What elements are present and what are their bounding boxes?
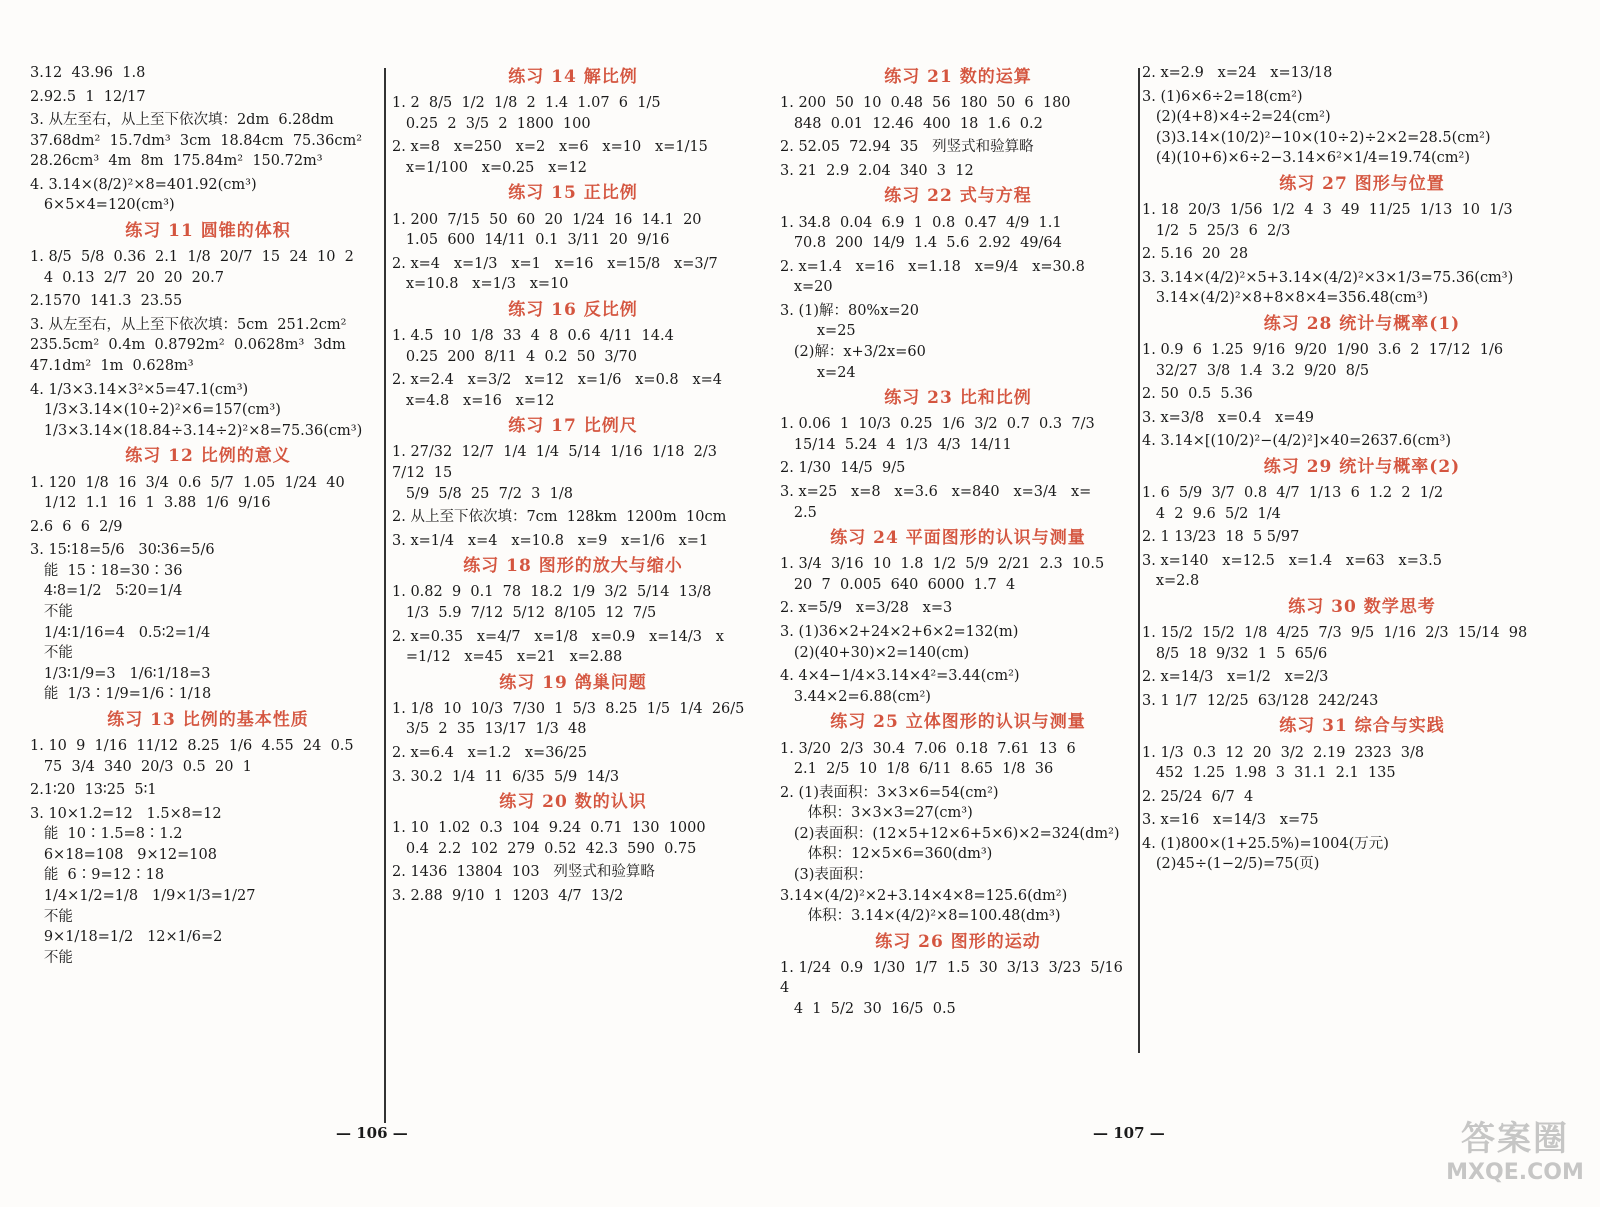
answer-item: 2. x=4 x=1/3 x=1 x=16 x=15/8 x=3/7 x=10.8 x=1/3 x=10 (392, 255, 718, 293)
answer-item: 2. x=2.4 x=3/2 x=12 x=1/6 x=0.8 x=4 x=4.8 x=16 x=12 (392, 372, 723, 409)
answer-item: 2. 52.05 72.94 35 列竖式和验算略 (780, 139, 1034, 156)
exercise-heading: 练习 17 比例尺 (508, 416, 638, 437)
answer-item: 3. x=25 x=8 x=3.6 x=840 x=3/4 x= 2.5 (780, 484, 1092, 521)
page-number-right: — 107 — (1093, 1124, 1165, 1142)
answer-item: 3. 从左至右，从上至下依次填：2dm 6.28dm 37.68dm² 15.7dm³ 3cm 18.84cm 75.36cm² 28.26cm³ 4m 8m 175.84m² 150.72m³ (30, 112, 372, 170)
answer-item: 1. 4.5 10 1/8 33 4 8 0.6 4/11 14.4 0.25 200 8/11 4 0.2 50 3/70 (392, 328, 674, 365)
answer-item: 3. (1)6×6÷2=18(cm²) (2)(4+8)×4÷2=24(cm²) (3)3.14×(10/2)²−10×(10÷2)÷2×2=28.5(cm²) (4)(10+6)×6÷2−3.14×6²×1/4=19.74(cm²) (1142, 88, 1491, 167)
answer-item: 3. 21 2.9 2.04 340 3 12 (780, 162, 974, 179)
exercise-heading: 练习 19 鸽巢问题 (499, 672, 647, 693)
answer-item: 1. 3/4 3/16 10 1.8 1/2 5/9 2/21 2.3 10.5 20 7 0.005 640 6000 1.7 4 (780, 556, 1105, 593)
exercise-heading: 练习 23 比和比例 (884, 388, 1032, 409)
exercise-heading: 练习 22 式与方程 (884, 186, 1032, 207)
answer-item: 1. 8/5 5/8 0.36 2.1 1/8 20/7 15 24 10 2 4 0.13 2/7 20 20 20.7 (30, 249, 354, 286)
answer-item: 4. 4×4−1/4×3.14×4²=3.44(cm²) 3.44×2=6.88(cm²) (780, 668, 1020, 705)
answer-item: 1. 1/24 0.9 1/30 1/7 1.5 30 3/13 3/23 5/16 4 4 1 5/2 30 16/5 0.5 (780, 959, 1123, 1017)
answer-item: 1. 10 9 1/16 11/12 8.25 1/6 4.55 24 0.5 75 3/4 340 20/3 0.5 20 1 (30, 737, 354, 775)
exercise-heading: 练习 14 解比例 (508, 67, 638, 87)
answer-item: 2. x=6.4 x=1.2 x=36/25 (392, 745, 587, 762)
answer-item: 3. 3.14×(4/2)²×5+3.14×(4/2)²×3×1/3=75.36(cm³) 3.14×(4/2)²×8+8×8×4=356.48(cm³) (1142, 269, 1514, 307)
answer-item: 2. 1/30 14/5 9/5 (780, 460, 906, 477)
exercise-heading: 练习 24 平面图形的认识与测量 (830, 528, 1086, 549)
answer-item: 1. 200 7/15 50 60 20 1/24 16 14.1 20 1.05 600 14/11 0.1 3/11 20 9/16 (392, 211, 702, 249)
answer-item: 1. 1/3 0.3 12 20 3/2 2.19 2323 3/8 452 1.25 1.98 3 31.1 2.1 135 (1142, 744, 1425, 782)
exercise-heading: 练习 26 图形的运动 (875, 931, 1041, 952)
exercise-heading: 练习 27 图形与位置 (1279, 173, 1445, 194)
answer-item: 3. 从左至右，从上至下依次填：5cm 251.2cm² 235.5cm² 0.4m 0.8792m² 0.0628m³ 3dm 47.1dm² 1m 0.628m³ (30, 316, 356, 375)
answer-item: 1. 18 20/3 1/56 1/2 4 3 49 11/25 1/13 10 1/3 1/2 5 25/3 6 2/3 (1142, 202, 1513, 239)
watermark-line-2: MXQE.COM (1446, 1160, 1584, 1185)
answer-item: 2. (1)表面积：3×3×6=54(cm²) 体积：3×3×3=27(cm³) (2)表面积：(12×5+12×6+5×6)×2=324(dm²) 体积：12×5×6=360(dm³) (3)表面积：3.14×(4/2)²×2+3.14×4×8=125.6(dm²) 体积：3.14×(4/2)²×8=100.48(dm³) (780, 784, 1120, 925)
answer-item: 2. x=1.4 x=16 x=1.18 x=9/4 x=30.8 x=20 (780, 258, 1085, 296)
answer-item: 2. x=2.9 x=24 x=13/18 (1142, 65, 1333, 81)
answer-item: 3. 10×1.2=12 1.5×8=12 能 10∶1.5=8∶1.2 6×18=108 9×12=108 能 6∶9=12∶18 1/4×1/2=1/8 1/9×1/3=1/27 不能 9×1/18=1/2 12×1/6=2 不能 (30, 805, 256, 966)
answer-item: 4. 3.14×[(10/2)²−(4/2)²]×40=2637.6(cm³) (1142, 433, 1451, 450)
answer-item: 3. x=1/4 x=4 x=10.8 x=9 x=1/6 x=1 (392, 532, 709, 549)
exercise-heading: 练习 31 综合与实践 (1279, 716, 1445, 737)
answer-item: 2. x=8 x=250 x=2 x=6 x=10 x=1/15 x=1/100 x=0.25 x=12 (392, 139, 708, 176)
answer-column-4 (1142, 62, 1582, 878)
answer-item: 1. 2 8/5 1/2 1/8 2 1.4 1.07 6 1/5 0.25 2 3/5 2 1800 100 (392, 95, 661, 132)
page-number-left: — 106 — (336, 1124, 408, 1142)
answer-item: 1. 1/8 10 10/3 7/30 1 5/3 8.25 1/5 1/4 26/5 3/5 2 35 13/17 1/3 48 (392, 700, 745, 738)
exercise-heading: 练习 25 立体图形的认识与测量 (830, 712, 1086, 733)
answer-item: 2. 1 13/23 18 5 5/97 (1142, 529, 1300, 546)
answer-item: 2. 1436 13804 103 列竖式和验算略 (392, 864, 655, 881)
answer-item: 2. x=0.35 x=4/7 x=1/8 x=0.9 x=14/3 x =1/12 x=45 x=21 x=2.88 (392, 628, 724, 666)
answer-item: 3.12 43.96 1.8 (30, 65, 146, 81)
watermark-logo (1440, 1118, 1590, 1198)
answer-item: 1. 6 5/9 3/7 0.8 4/7 1/13 6 1.2 2 1/2 4 2 9.6 5/2 1/4 (1142, 485, 1444, 522)
answer-item: 1. 0.9 6 1.25 9/16 9/20 1/90 3.6 2 17/12 1/6 32/27 3/8 1.4 3.2 9/20 8/5 (1142, 342, 1504, 379)
watermark-line-1: 答案圈 (1461, 1119, 1569, 1159)
answer-item: 2.92.5 1 12/17 (30, 88, 146, 105)
answer-item: 1. 120 1/8 16 3/4 0.6 5/7 1.05 1/24 40 1/12 1.1 16 1 3.88 1/6 9/16 (30, 474, 345, 512)
column-divider (1138, 68, 1140, 1053)
answer-item: 3. 2.88 9/10 1 1203 4/7 13/2 (392, 888, 624, 905)
exercise-heading: 练习 11 圆锥的体积 (125, 221, 291, 242)
answer-item: 1. 0.82 9 0.1 78 18.2 1/9 3/2 5/14 13/8 1/3 5.9 7/12 5/12 8/105 12 7/5 (392, 584, 712, 622)
exercise-heading: 练习 20 数的认识 (499, 792, 647, 813)
answer-item: 1. 3/20 2/3 30.4 7.06 0.18 7.61 13 6 2.1 2/5 10 1/8 6/11 8.65 1/8 36 (780, 740, 1076, 778)
answer-item: 4. (1)800×(1+25.5%)=1004(万元) (2)45÷(1−2/5)=75(页) (1142, 835, 1389, 873)
answer-item: 1. 200 50 10 0.48 56 180 50 6 180 848 0.01 12.46 400 18 1.6 0.2 (780, 95, 1071, 132)
answer-item: 1. 15/2 15/2 1/8 4/25 7/3 9/5 1/16 2/3 15/14 98 8/5 18 9/32 1 5 65/6 (1142, 625, 1528, 662)
answer-item: 2.1570 141.3 23.55 (30, 293, 183, 310)
answer-item: 2. 25/24 6/7 4 (1142, 788, 1254, 805)
answer-item: 2.1∶20 13∶25 5∶1 (30, 782, 157, 799)
answer-item: 4. 3.14×(8/2)²×8=401.92(cm³) 6×5×4=120(cm³) (30, 176, 257, 214)
answer-item: 4. 1/3×3.14×3²×5=47.1(cm³) 1/3×3.14×(10÷2)²×6=157(cm³) 1/3×3.14×(18.84÷3.14÷2)²×8=75.36(cm³) (30, 381, 363, 439)
answer-item: 2. x=5/9 x=3/28 x=3 (780, 600, 953, 617)
answer-item: 3. 1 1/7 12/25 63/128 242/243 (1142, 692, 1379, 709)
page-number-left-value: 106 (356, 1124, 388, 1142)
exercise-heading: 练习 18 图形的放大与缩小 (463, 556, 683, 577)
answer-column-3 (780, 62, 1136, 1023)
page-number-right-value: 107 (1113, 1124, 1145, 1142)
answer-item: 3. x=3/8 x=0.4 x=49 (1142, 409, 1314, 426)
answer-item: 3. 15∶18=5/6 30∶36=5/6 能 15∶18=30∶36 4∶8=1/2 5∶20=1/4 不能 1/4∶1/16=4 0.5∶2=1/4 不能 1/3∶1/9=3 1/6∶1/18=3 能 1/3∶1/9=1/6∶1/18 (30, 542, 215, 703)
answer-item: 3. x=16 x=14/3 x=75 (1142, 812, 1319, 829)
answer-item: 2. x=14/3 x=1/2 x=2/3 (1142, 669, 1329, 686)
answer-item: 3. (1)36×2+24×2+6×2=132(m) (2)(40+30)×2=140(cm) (780, 624, 1019, 661)
exercise-heading: 练习 12 比例的意义 (125, 446, 291, 467)
answer-item: 1. 34.8 0.04 6.9 1 0.8 0.47 4/9 1.1 70.8 200 14/9 1.4 5.6 2.92 49/64 (780, 214, 1062, 252)
exercise-heading: 练习 15 正比例 (508, 183, 638, 204)
exercise-heading: 练习 28 统计与概率(1) (1263, 313, 1461, 334)
answer-item: 2. 50 0.5 5.36 (1142, 386, 1253, 403)
answer-item: 2. 5.16 20 28 (1142, 246, 1249, 263)
answer-column-1 (30, 62, 386, 971)
exercise-heading: 练习 13 比例的基本性质 (107, 709, 309, 730)
answer-item: 2.6 6 6 2/9 (30, 518, 123, 535)
exercise-heading: 练习 30 数学思考 (1288, 596, 1436, 617)
answer-item: 3. (1)解：80%x=20 x=25 (2)解：x+3/2x=60 x=24 (780, 302, 926, 381)
exercise-heading: 练习 16 反比例 (508, 299, 638, 320)
answer-item: 2. 从上至下依次填：7cm 128km 1200m 10cm (392, 509, 727, 526)
answer-item: 1. 0.06 1 10/3 0.25 1/6 3/2 0.7 0.3 7/3 15/14 5.24 4 1/3 4/3 14/11 (780, 416, 1095, 453)
answer-item: 3. 30.2 1/4 11 6/35 5/9 14/3 (392, 768, 620, 785)
exercise-heading: 练习 29 统计与概率(2) (1263, 456, 1461, 477)
answer-item: 3. x=140 x=12.5 x=1.4 x=63 x=3.5 x=2.8 (1142, 552, 1442, 590)
answer-item: 1. 10 1.02 0.3 104 9.24 0.71 130 1000 0.4 2.2 102 279 0.52 42.3 590 0.75 (392, 820, 706, 857)
answer-column-2 (392, 62, 754, 910)
answer-item: 1. 27/32 12/7 1/4 1/4 5/14 1/16 1/18 2/3 7/12 15 5/9 5/8 25 7/2 3 1/8 (392, 444, 718, 502)
exercise-heading: 练习 21 数的运算 (884, 67, 1032, 87)
